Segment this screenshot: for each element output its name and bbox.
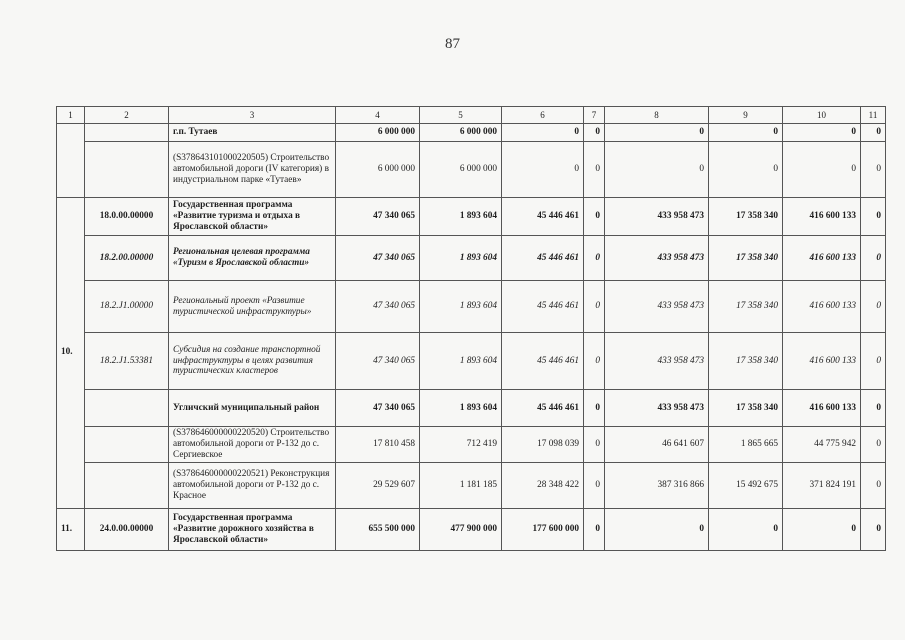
header-cell: 11: [861, 107, 886, 124]
description-cell: (S378643101000220505) Строительство автомобильной дороги (IV категория) в индустриальном парке «Тутаев»: [169, 142, 336, 198]
budget-code-cell: 18.0.00.00000: [85, 198, 169, 236]
amount-cell: 0: [605, 508, 709, 550]
description-cell: Субсидия на создание транспортной инфраструктуры в целях развития туристических кластеров: [169, 333, 336, 390]
table-row: [57, 281, 886, 333]
amount-cell: 0: [861, 390, 886, 427]
amount-cell: 0: [502, 142, 584, 198]
header-cell: 9: [709, 107, 783, 124]
table-row: [57, 427, 886, 463]
budget-table: [56, 106, 886, 551]
header-cell: 10: [783, 107, 861, 124]
header-cell: 2: [85, 107, 169, 124]
amount-cell: 6 000 000: [420, 142, 502, 198]
amount-cell: 1 865 665: [709, 427, 783, 463]
budget-code-cell: 18.2.00.00000: [85, 236, 169, 281]
table-row: [57, 236, 886, 281]
amount-cell: 387 316 866: [605, 462, 709, 508]
description-cell: г.п. Тутаев: [169, 124, 336, 142]
budget-code-cell: [85, 427, 169, 463]
amount-cell: 47 340 065: [336, 333, 420, 390]
amount-cell: 0: [584, 333, 605, 390]
amount-cell: 0: [584, 390, 605, 427]
amount-cell: 0: [502, 124, 584, 142]
header-cell: 3: [169, 107, 336, 124]
table-row: [57, 198, 886, 236]
table-row: [57, 142, 886, 198]
amount-cell: 655 500 000: [336, 508, 420, 550]
amount-cell: 17 810 458: [336, 427, 420, 463]
amount-cell: 433 958 473: [605, 236, 709, 281]
amount-cell: 47 340 065: [336, 198, 420, 236]
amount-cell: 0: [861, 281, 886, 333]
description-cell: (S378646000000220521) Реконструкция автомобильной дороги от Р-132 до с. Красное: [169, 462, 336, 508]
amount-cell: 0: [584, 198, 605, 236]
amount-cell: 45 446 461: [502, 198, 584, 236]
header-cell: 5: [420, 107, 502, 124]
amount-cell: 0: [783, 124, 861, 142]
amount-cell: 0: [584, 142, 605, 198]
amount-cell: 416 600 133: [783, 198, 861, 236]
amount-cell: 416 600 133: [783, 390, 861, 427]
header-cell: 6: [502, 107, 584, 124]
budget-code-cell: [85, 142, 169, 198]
amount-cell: 45 446 461: [502, 236, 584, 281]
header-cell: 7: [584, 107, 605, 124]
table-row: [57, 462, 886, 508]
description-cell: Государственная программа «Развитие туризма и отдыха в Ярославской области»: [169, 198, 336, 236]
amount-cell: 1 893 604: [420, 198, 502, 236]
budget-code-cell: 18.2.J1.00000: [85, 281, 169, 333]
amount-cell: 46 641 607: [605, 427, 709, 463]
amount-cell: 433 958 473: [605, 333, 709, 390]
description-cell: Региональный проект «Развитие туристической инфраструктуры»: [169, 281, 336, 333]
amount-cell: 0: [861, 333, 886, 390]
header-cell: 4: [336, 107, 420, 124]
amount-cell: 0: [861, 198, 886, 236]
amount-cell: 416 600 133: [783, 281, 861, 333]
amount-cell: 177 600 000: [502, 508, 584, 550]
amount-cell: 0: [584, 427, 605, 463]
amount-cell: 0: [861, 124, 886, 142]
amount-cell: 0: [584, 462, 605, 508]
amount-cell: 29 529 607: [336, 462, 420, 508]
amount-cell: 0: [861, 462, 886, 508]
amount-cell: 17 358 340: [709, 333, 783, 390]
table-row: [57, 508, 886, 550]
amount-cell: 1 893 604: [420, 333, 502, 390]
amount-cell: 45 446 461: [502, 390, 584, 427]
amount-cell: 0: [861, 508, 886, 550]
table-body: [57, 107, 886, 551]
amount-cell: 47 340 065: [336, 281, 420, 333]
amount-cell: 0: [584, 508, 605, 550]
page-number: 87: [445, 36, 460, 52]
amount-cell: 416 600 133: [783, 236, 861, 281]
amount-cell: 17 358 340: [709, 198, 783, 236]
amount-cell: 45 446 461: [502, 281, 584, 333]
amount-cell: 0: [605, 142, 709, 198]
budget-code-cell: 24.0.00.00000: [85, 508, 169, 550]
description-cell: Угличский муниципальный район: [169, 390, 336, 427]
amount-cell: 416 600 133: [783, 333, 861, 390]
amount-cell: 1 893 604: [420, 281, 502, 333]
amount-cell: 1 893 604: [420, 236, 502, 281]
amount-cell: 44 775 942: [783, 427, 861, 463]
header-row: [57, 107, 886, 124]
amount-cell: 712 419: [420, 427, 502, 463]
amount-cell: 0: [861, 427, 886, 463]
amount-cell: 477 900 000: [420, 508, 502, 550]
amount-cell: 17 098 039: [502, 427, 584, 463]
amount-cell: 0: [605, 124, 709, 142]
description-cell: Региональная целевая программа «Туризм в Ярославской области»: [169, 236, 336, 281]
amount-cell: 1 181 185: [420, 462, 502, 508]
row-index-cell: 11.: [57, 508, 85, 550]
description-cell: (S378646000000220520) Строительство автомобильной дороги от Р-132 до с. Сергиевское: [169, 427, 336, 463]
row-index-cell: 10.: [57, 198, 85, 509]
amount-cell: 47 340 065: [336, 236, 420, 281]
header-cell: 8: [605, 107, 709, 124]
amount-cell: 1 893 604: [420, 390, 502, 427]
table-row: [57, 124, 886, 142]
amount-cell: 433 958 473: [605, 390, 709, 427]
amount-cell: 47 340 065: [336, 390, 420, 427]
amount-cell: 0: [861, 142, 886, 198]
amount-cell: 0: [709, 124, 783, 142]
amount-cell: 433 958 473: [605, 198, 709, 236]
header-cell: 1: [57, 107, 85, 124]
amount-cell: 0: [861, 236, 886, 281]
table-row: [57, 390, 886, 427]
amount-cell: 0: [709, 508, 783, 550]
amount-cell: 17 358 340: [709, 236, 783, 281]
amount-cell: 6 000 000: [336, 124, 420, 142]
row-index-cell: [57, 124, 85, 198]
amount-cell: 433 958 473: [605, 281, 709, 333]
amount-cell: 28 348 422: [502, 462, 584, 508]
amount-cell: 0: [709, 142, 783, 198]
amount-cell: 0: [584, 124, 605, 142]
budget-code-cell: [85, 124, 169, 142]
amount-cell: 6 000 000: [336, 142, 420, 198]
amount-cell: 0: [584, 281, 605, 333]
budget-code-cell: [85, 390, 169, 427]
amount-cell: 0: [783, 142, 861, 198]
table-row: [57, 333, 886, 390]
amount-cell: 45 446 461: [502, 333, 584, 390]
description-cell: Государственная программа «Развитие дорожного хозяйства в Ярославской области»: [169, 508, 336, 550]
budget-code-cell: [85, 462, 169, 508]
amount-cell: 371 824 191: [783, 462, 861, 508]
amount-cell: 0: [783, 508, 861, 550]
budget-code-cell: 18.2.J1.53381: [85, 333, 169, 390]
amount-cell: 15 492 675: [709, 462, 783, 508]
amount-cell: 6 000 000: [420, 124, 502, 142]
amount-cell: 17 358 340: [709, 281, 783, 333]
amount-cell: 17 358 340: [709, 390, 783, 427]
amount-cell: 0: [584, 236, 605, 281]
